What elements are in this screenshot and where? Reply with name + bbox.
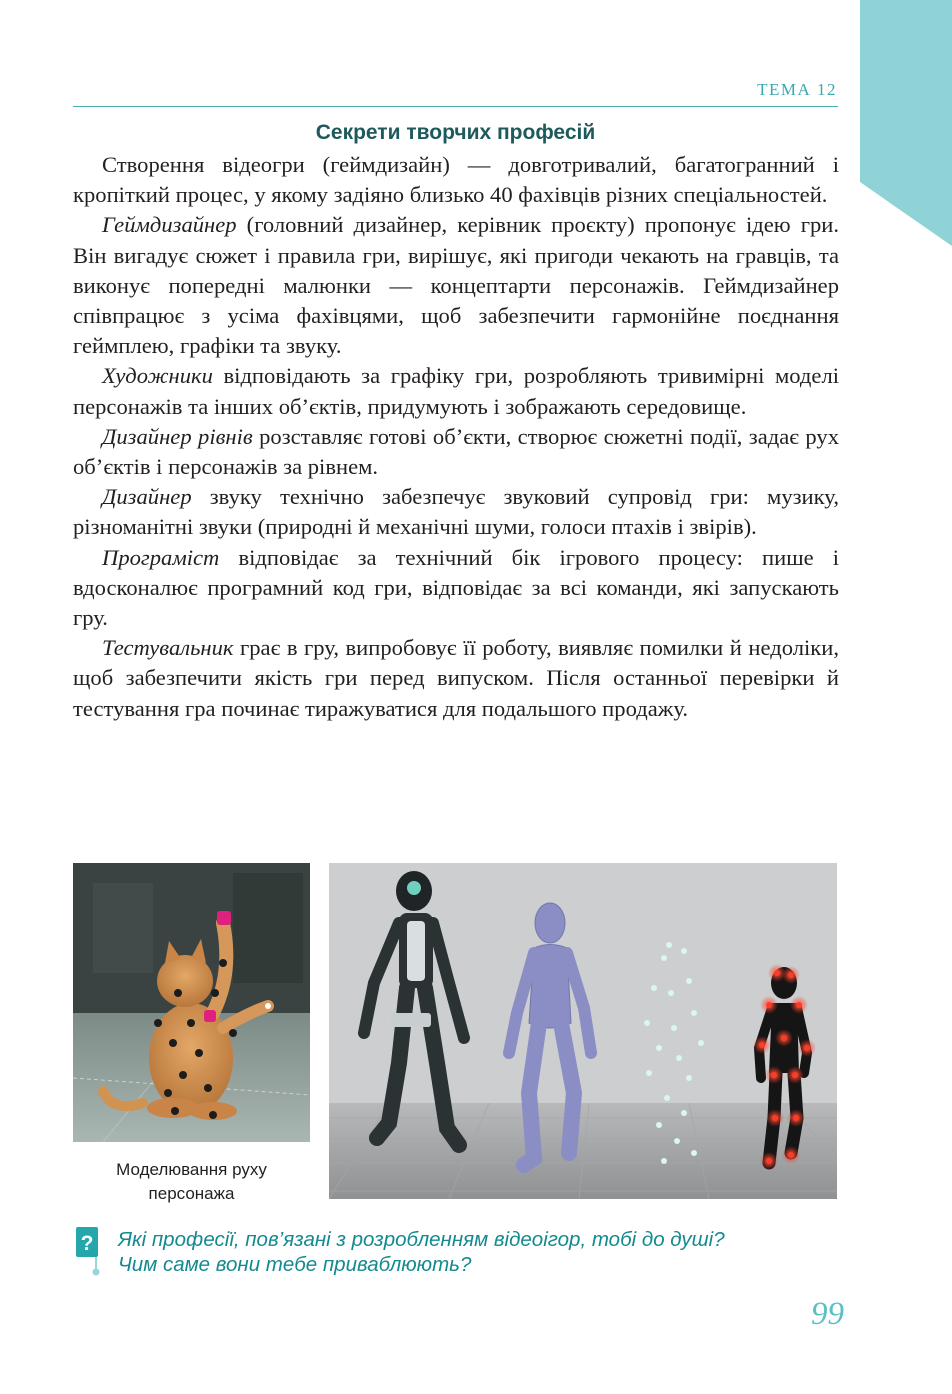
reflection-question: Які професії, пов’язані з розробленням відеоігор, тобі до душі? Чим саме вони тебе приваблюють? <box>118 1228 725 1276</box>
term-programmer: Програміст <box>102 544 220 570</box>
term-artists: Художники <box>102 363 213 389</box>
mocap-illustration <box>329 863 837 1199</box>
paragraph-intro: Створення відеогри (геймдизайн) — довготривалий, багатогранний і кропіткий процес, у якому задіяно близько 40 фахівців різних спеціальностей. <box>73 152 839 208</box>
svg-text:?: ? <box>80 1232 94 1255</box>
paragraph-game-designer: Геймдизайнер (головний дизайнер, керівник проєкту) пропонує ідею гри. Він вигадує сюжет і правила гри, вирішує, які пригоди чекають на гравців, та виконує попередні малюнки — концептарти персонажів. Геймдизайнер співпрацює з усіма фахівцями, щоб забезпечити гармонійне поєднання геймплею, графіки та звуку. <box>73 212 839 359</box>
question-icon <box>76 1227 102 1277</box>
paragraph-programmer: Програміст відповідає за технічний бік ігрового процесу: пише і вдосконалює програмний код гри, відповідає за всі команди, які запускають гру. <box>73 544 839 631</box>
figure-caption: Моделювання руху персонажа <box>116 1160 267 1203</box>
paragraph-level-designer: Дизайнер рівнів розставляє готові об’єкти, створює сюжетні події, задає рух об’єктів і персонажів за рівнем. <box>73 423 839 480</box>
cat-mocap-photo <box>73 863 310 1142</box>
term-sound-designer: Дизайнер <box>102 484 192 510</box>
header-rule <box>73 106 838 107</box>
paragraph-sound-designer: Дизайнер звуку технічно забезпечує звуковий супровід гри: музику, різноманітні звуки (природні й механічні шуми, голоси птахів і звірів). <box>73 484 839 540</box>
term-tester: Тестувальник <box>102 635 234 661</box>
term-game-designer: Геймдизайнер <box>102 212 237 238</box>
motion-capture-stages-image <box>329 863 837 1199</box>
term-level-designer: Дизайнер рівнів <box>102 423 253 449</box>
cat-illustration <box>73 863 310 1142</box>
section-title: Секрети творчих професій <box>315 121 596 144</box>
paragraph-tester: Тестувальник грає в гру, випробовує її роботу, виявляє помилки й недоліки, щоб забезпечити якість гри перед випуском. Після останньої перевірки й тестування гра починає тиражуватися для подальшого продажу. <box>73 635 839 721</box>
running-head: ТЕМА 12 <box>757 80 837 99</box>
paragraph-artists: Художники відповідають за графіку гри, розробляють тривимірні моделі персонажів та інших об’єктів, придумують і зображають середовище. <box>73 363 839 419</box>
page-number: 99 <box>811 1296 844 1332</box>
chapter-corner-tab <box>860 0 952 246</box>
body-text <box>73 150 839 724</box>
